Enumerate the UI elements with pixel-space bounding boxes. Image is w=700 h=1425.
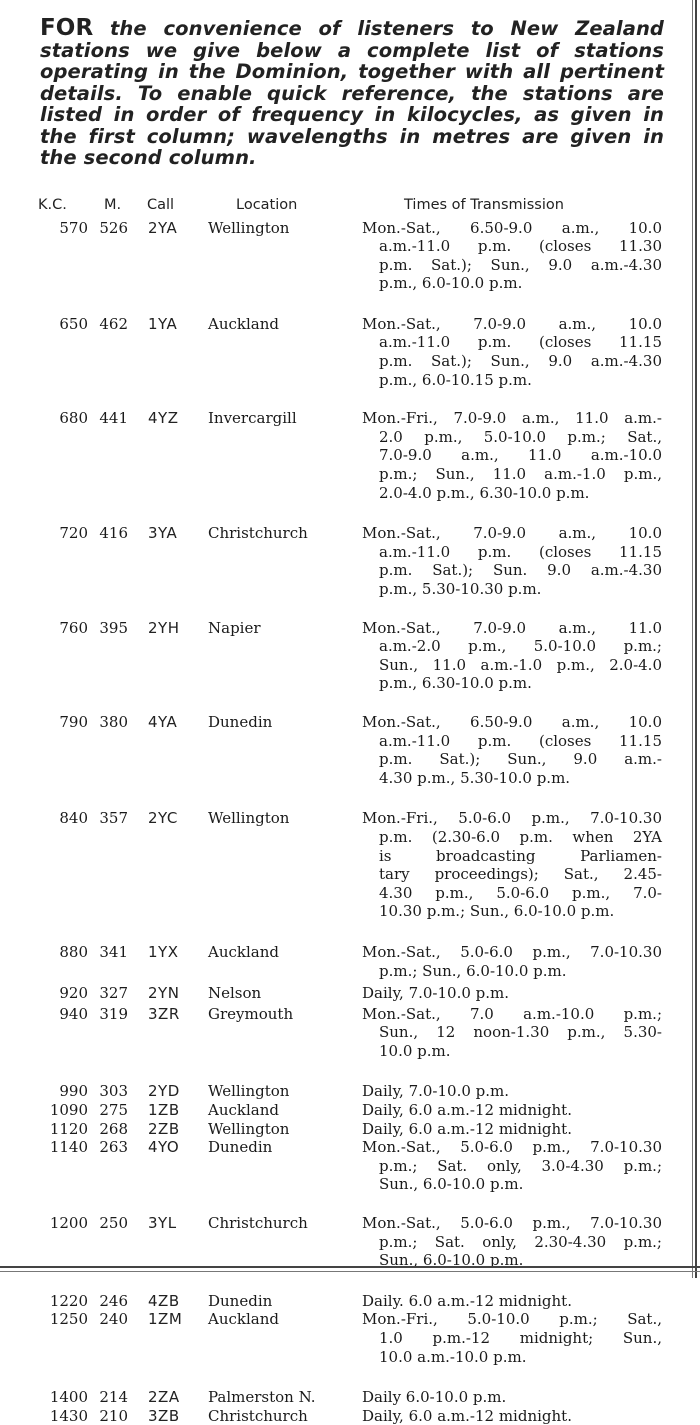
station-wavelength: 526 (92, 219, 128, 238)
times-line: a.m.-11.0 p.m. (closes 11.15 (362, 333, 662, 352)
station-wavelength: 250 (92, 1214, 128, 1233)
header-kc: K.C. (38, 197, 67, 213)
station-location: Auckland (208, 943, 279, 962)
station-row (0, 1120, 700, 1139)
station-location: Auckland (208, 1310, 279, 1329)
times-line: Daily, 7.0-10.0 p.m. (362, 1082, 662, 1101)
station-wavelength: 416 (92, 524, 128, 543)
station-row (0, 315, 700, 389)
station-times (362, 1407, 662, 1425)
station-location: Auckland (208, 1101, 279, 1120)
station-location: Wellington (208, 1120, 289, 1139)
station-call-sign: 2YD (148, 1082, 180, 1101)
station-location: Auckland (208, 315, 279, 334)
header-location: Location (236, 197, 297, 213)
station-row (0, 219, 700, 293)
station-call-sign: 4YA (148, 713, 177, 732)
station-times (362, 315, 662, 389)
station-call-sign: 3ZB (148, 1407, 180, 1425)
station-call-sign: 1YA (148, 315, 177, 334)
station-call-sign: 2YH (148, 619, 180, 638)
header-call: Call (147, 197, 174, 213)
times-line: p.m.; Sun., 11.0 a.m.-1.0 p.m., (362, 465, 662, 484)
times-line: Daily, 7.0-10.0 p.m. (362, 984, 662, 1003)
station-row (0, 809, 700, 921)
times-line: p.m. Sat.); Sun. 9.0 a.m.-4.30 (362, 561, 662, 580)
station-frequency: 720 (30, 524, 88, 543)
times-line: Daily, 6.0 a.m.-12 midnight. (362, 1120, 662, 1139)
station-row (0, 619, 700, 693)
station-frequency: 1400 (30, 1388, 88, 1407)
station-call-sign: 2ZB (148, 1120, 180, 1139)
station-call-sign: 1ZM (148, 1310, 182, 1329)
station-wavelength: 210 (92, 1407, 128, 1425)
station-frequency: 940 (30, 1005, 88, 1024)
station-frequency: 920 (30, 984, 88, 1003)
station-location: Christchurch (208, 1214, 308, 1233)
station-times (362, 1120, 662, 1139)
station-frequency: 680 (30, 409, 88, 428)
station-wavelength: 240 (92, 1310, 128, 1329)
station-row (0, 1214, 700, 1270)
times-line: 2.0 p.m., 5.0-10.0 p.m.; Sat., (362, 428, 662, 447)
times-line: is broadcasting Parliamen- (362, 847, 662, 866)
station-frequency: 650 (30, 315, 88, 334)
station-call-sign: 3ZR (148, 1005, 180, 1024)
station-call-sign: 3YA (148, 524, 177, 543)
times-line: Mon.-Sat., 7.0 a.m.-10.0 p.m.; (362, 1005, 662, 1024)
times-line: 1.0 p.m.-12 midnight; Sun., (362, 1329, 662, 1348)
times-line: Daily 6.0-10.0 p.m. (362, 1388, 662, 1407)
station-times (362, 1292, 662, 1311)
times-line: p.m. (2.30-6.0 p.m. when 2YA (362, 828, 662, 847)
times-line: p.m. Sat.); Sun., 9.0 a.m.-4.30 (362, 352, 662, 371)
station-row (0, 1005, 700, 1061)
station-row (0, 943, 700, 980)
station-times (362, 1138, 662, 1194)
station-location: Dunedin (208, 713, 272, 732)
station-times (362, 713, 662, 787)
times-line: tary proceedings); Sat., 2.45- (362, 865, 662, 884)
times-line: Mon.-Sat., 5.0-6.0 p.m., 7.0-10.30 (362, 943, 662, 962)
station-frequency: 1120 (30, 1120, 88, 1139)
times-line: Mon.-Sat., 6.50-9.0 a.m., 10.0 (362, 219, 662, 238)
frame-right-border (692, 0, 697, 1278)
station-row (0, 1407, 700, 1425)
times-line: a.m.-2.0 p.m., 5.0-10.0 p.m.; (362, 637, 662, 656)
station-frequency: 1140 (30, 1138, 88, 1157)
station-row (0, 984, 700, 1003)
times-line: Daily, 6.0 a.m.-12 midnight. (362, 1407, 662, 1425)
times-line: p.m., 5.30-10.30 p.m. (362, 580, 662, 599)
header-times: Times of Transmission (404, 197, 564, 213)
times-line: Mon.-Sat., 7.0-9.0 a.m., 11.0 (362, 619, 662, 638)
station-call-sign: 2YN (148, 984, 179, 1003)
station-times (362, 1310, 662, 1366)
station-frequency: 1430 (30, 1407, 88, 1425)
times-line: Mon.-Fri., 5.0-6.0 p.m., 7.0-10.30 (362, 809, 662, 828)
station-wavelength: 441 (92, 409, 128, 428)
station-row (0, 1388, 700, 1407)
station-location: Wellington (208, 219, 289, 238)
station-wavelength: 380 (92, 713, 128, 732)
station-row (0, 524, 700, 598)
station-wavelength: 341 (92, 943, 128, 962)
station-table (0, 219, 700, 1425)
station-frequency: 990 (30, 1082, 88, 1101)
frame-bottom-border (0, 1266, 700, 1272)
station-wavelength: 395 (92, 619, 128, 638)
station-call-sign: 1YX (148, 943, 178, 962)
times-line: 4.30 p.m., 5.0-6.0 p.m., 7.0- (362, 884, 662, 903)
times-line: Mon.-Sat., 5.0-6.0 p.m., 7.0-10.30 (362, 1138, 662, 1157)
times-line: 10.0 a.m.-10.0 p.m. (362, 1348, 662, 1367)
times-line: p.m.; Sat. only, 2.30-4.30 p.m.; (362, 1233, 662, 1252)
station-location: Dunedin (208, 1138, 272, 1157)
station-call-sign: 1ZB (148, 1101, 180, 1120)
header-m: M. (104, 197, 121, 213)
station-wavelength: 268 (92, 1120, 128, 1139)
station-frequency: 790 (30, 713, 88, 732)
station-times (362, 524, 662, 598)
times-line: Mon.-Sat., 7.0-9.0 a.m., 10.0 (362, 524, 662, 543)
times-line: p.m., 6.30-10.0 p.m. (362, 674, 662, 693)
station-times (362, 219, 662, 293)
station-times (362, 1101, 662, 1120)
times-line: p.m., 6.0-10.15 p.m. (362, 371, 662, 390)
station-wavelength: 275 (92, 1101, 128, 1120)
station-call-sign: 4ZB (148, 1292, 180, 1311)
station-wavelength: 263 (92, 1138, 128, 1157)
times-line: Mon.-Fri., 5.0-10.0 p.m.; Sat., (362, 1310, 662, 1329)
times-line: Daily. 6.0 a.m.-12 midnight. (362, 1292, 662, 1311)
times-line: 10.0 p.m. (362, 1042, 662, 1061)
intro-lead: FOR (40, 15, 93, 41)
times-line: 2.0-4.0 p.m., 6.30-10.0 p.m. (362, 484, 662, 503)
times-line: Sun., 12 noon-1.30 p.m., 5.30- (362, 1023, 662, 1042)
station-row (0, 1082, 700, 1101)
station-times (362, 1082, 662, 1101)
station-frequency: 760 (30, 619, 88, 638)
station-location: Christchurch (208, 524, 308, 543)
intro-text: the convenience of listeners to New Zealand stations we give below a complete list of stations operating in the Dominion, together with all pertinent details. To enable quick reference, the stations are listed in order of frequency in kilocycles, as given in the first column; wavelengths in metres are given in the second column. (40, 17, 664, 169)
station-row (0, 713, 700, 787)
station-wavelength: 462 (92, 315, 128, 334)
station-frequency: 840 (30, 809, 88, 828)
station-times (362, 409, 662, 502)
station-location: Wellington (208, 1082, 289, 1101)
station-times (362, 1388, 662, 1407)
station-frequency: 880 (30, 943, 88, 962)
station-times (362, 984, 662, 1003)
station-wavelength: 357 (92, 809, 128, 828)
station-row (0, 1138, 700, 1194)
station-row (0, 409, 700, 502)
intro-paragraph (40, 18, 664, 169)
station-location: Wellington (208, 809, 289, 828)
station-location: Napier (208, 619, 261, 638)
station-location: Nelson (208, 984, 261, 1003)
times-line: Sun., 6.0-10.0 p.m. (362, 1251, 662, 1270)
times-line: Mon.-Fri., 7.0-9.0 a.m., 11.0 a.m.- (362, 409, 662, 428)
times-line: Mon.-Sat., 6.50-9.0 a.m., 10.0 (362, 713, 662, 732)
station-frequency: 1220 (30, 1292, 88, 1311)
station-wavelength: 303 (92, 1082, 128, 1101)
times-line: Mon.-Sat., 5.0-6.0 p.m., 7.0-10.30 (362, 1214, 662, 1233)
times-line: a.m.-11.0 p.m. (closes 11.15 (362, 543, 662, 562)
station-call-sign: 2YA (148, 219, 177, 238)
times-line: 7.0-9.0 a.m., 11.0 a.m.-10.0 (362, 446, 662, 465)
times-line: p.m.; Sun., 6.0-10.0 p.m. (362, 962, 662, 981)
times-line: a.m.-11.0 p.m. (closes 11.15 (362, 732, 662, 751)
station-frequency: 1200 (30, 1214, 88, 1233)
station-row (0, 1292, 700, 1311)
station-times (362, 1005, 662, 1061)
station-frequency: 1250 (30, 1310, 88, 1329)
station-frequency: 570 (30, 219, 88, 238)
station-row (0, 1101, 700, 1120)
times-line: Daily, 6.0 a.m.-12 midnight. (362, 1101, 662, 1120)
station-call-sign: 4YZ (148, 409, 178, 428)
times-line: p.m.; Sat. only, 3.0-4.30 p.m.; (362, 1157, 662, 1176)
times-line: 4.30 p.m., 5.30-10.0 p.m. (362, 769, 662, 788)
station-call-sign: 3YL (148, 1214, 177, 1233)
station-times (362, 809, 662, 921)
times-line: p.m., 6.0-10.0 p.m. (362, 274, 662, 293)
station-frequency: 1090 (30, 1101, 88, 1120)
table-header (0, 197, 700, 219)
station-location: Palmerston N. (208, 1388, 316, 1407)
times-line: a.m.-11.0 p.m. (closes 11.30 (362, 237, 662, 256)
times-line: Mon.-Sat., 7.0-9.0 a.m., 10.0 (362, 315, 662, 334)
times-line: 10.30 p.m.; Sun., 6.0-10.0 p.m. (362, 902, 662, 921)
times-line: Sun., 11.0 a.m.-1.0 p.m., 2.0-4.0 (362, 656, 662, 675)
station-times (362, 943, 662, 980)
station-wavelength: 246 (92, 1292, 128, 1311)
times-line: Sun., 6.0-10.0 p.m. (362, 1175, 662, 1194)
station-wavelength: 327 (92, 984, 128, 1003)
station-location: Invercargill (208, 409, 297, 428)
station-location: Greymouth (208, 1005, 293, 1024)
station-times (362, 1214, 662, 1270)
station-wavelength: 319 (92, 1005, 128, 1024)
station-call-sign: 4YO (148, 1138, 179, 1157)
times-line: p.m. Sat.); Sun., 9.0 a.m.-4.30 (362, 256, 662, 275)
times-line: p.m. Sat.); Sun., 9.0 a.m.- (362, 750, 662, 769)
station-call-sign: 2YC (148, 809, 178, 828)
station-wavelength: 214 (92, 1388, 128, 1407)
station-row (0, 1310, 700, 1366)
station-times (362, 619, 662, 693)
station-location: Dunedin (208, 1292, 272, 1311)
station-location: Christchurch (208, 1407, 308, 1425)
station-call-sign: 2ZA (148, 1388, 180, 1407)
